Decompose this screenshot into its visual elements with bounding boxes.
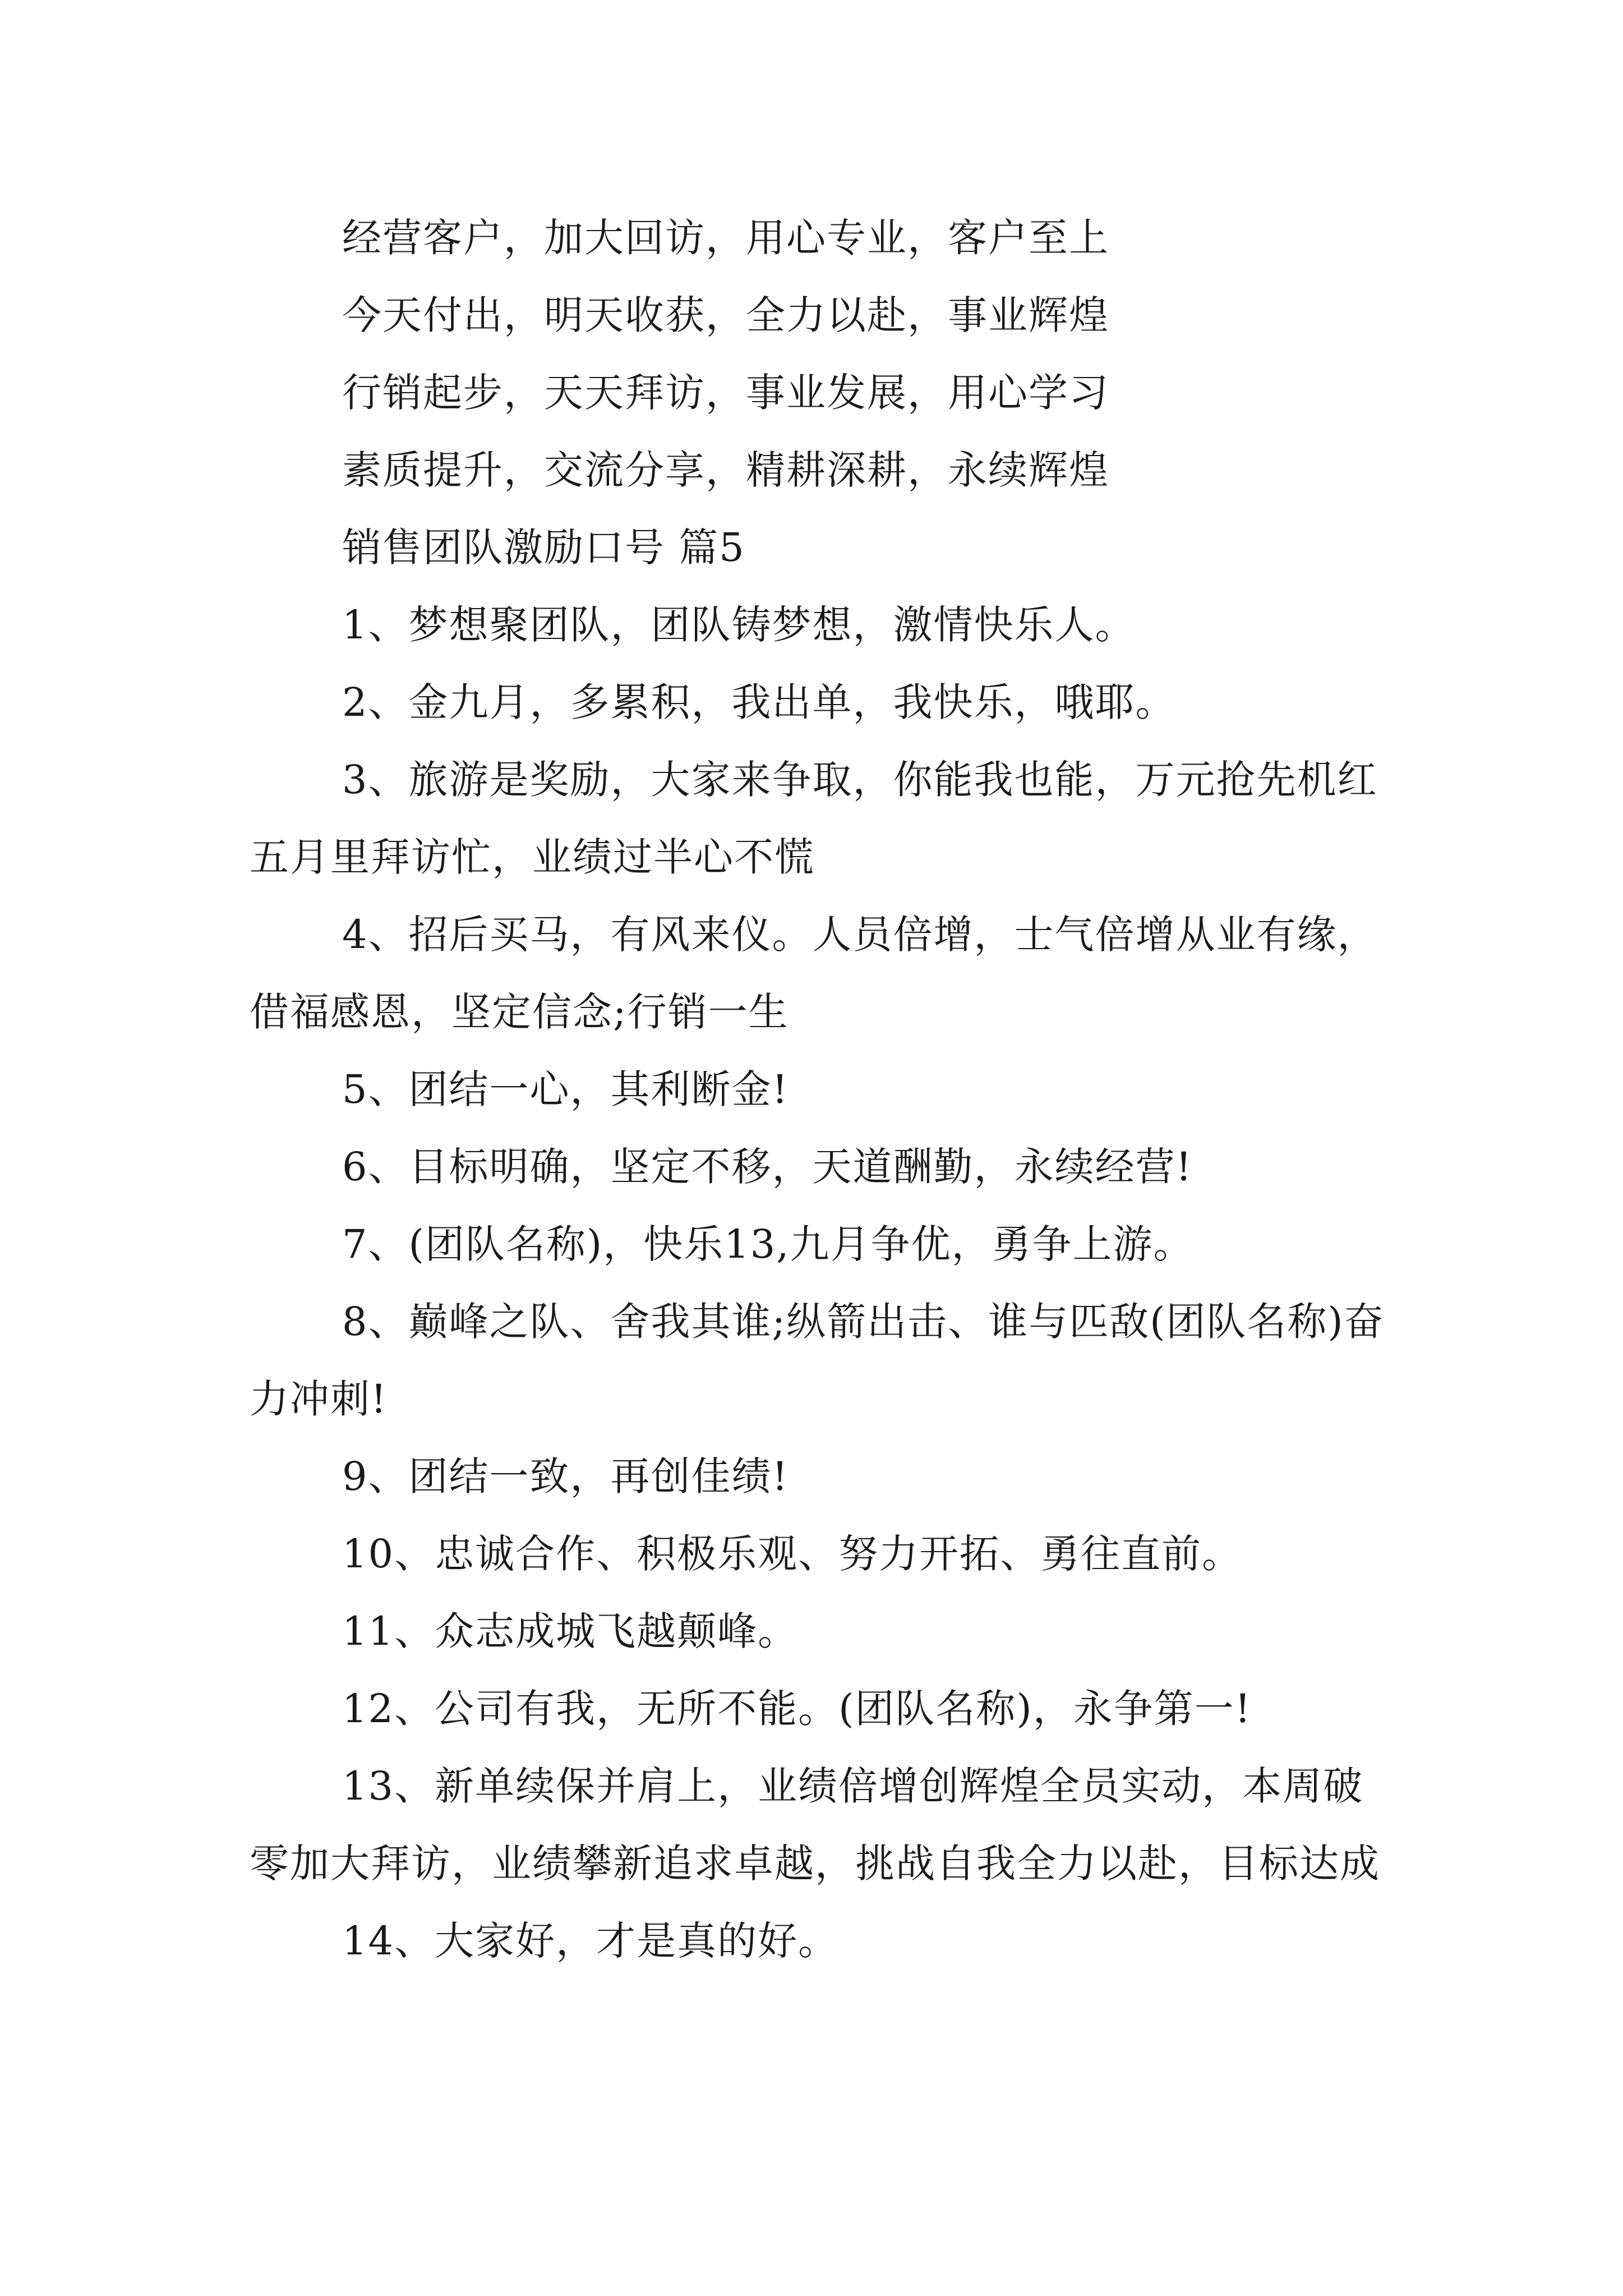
numbered-slogan: 8、巅峰之队、舍我其谁;纵箭出击、谁与匹敌(团队名称)奋力冲刺! — [250, 1299, 1385, 1422]
slogan-line: 素质提升，交流分享，精耕深耕，永续辉煌 — [342, 447, 1109, 493]
numbered-slogan: 10、忠诚合作、积极乐观、努力开拓、勇往直前。 — [342, 1531, 1243, 1577]
numbered-slogan: 11、众志成城飞越颠峰。 — [342, 1608, 799, 1654]
numbered-slogan: 4、招后买马，有风来仪。人员倍增，士气倍增从业有缘，借福感恩，坚定信念;行销一生 — [250, 912, 1378, 1035]
numbered-slogan: 5、团结一心，其利断金! — [342, 1066, 789, 1112]
numbered-slogan: 9、团结一致，再创佳绩! — [342, 1453, 789, 1499]
numbered-slogan: 12、公司有我，无所不能。(团队名称)，永争第一! — [342, 1686, 1252, 1732]
numbered-slogan: 6、目标明确，坚定不移，天道酬勤，永续经营! — [342, 1144, 1193, 1190]
numbered-slogan: 1、梦想聚团队，团队铸梦想，激情快乐人。 — [342, 602, 1136, 648]
numbered-slogan: 3、旅游是奖励，大家来争取，你能我也能，万元抢先机红五月里拜访忙，业绩过半心不慌 — [250, 757, 1378, 880]
slogan-line: 经营客户，加大回访，用心专业，客户至上 — [342, 215, 1109, 261]
document-body — [250, 199, 1396, 1980]
numbered-slogan: 7、(团队名称)，快乐13,九月争优，勇争上游。 — [342, 1221, 1194, 1267]
numbered-slogan: 13、新单续保并肩上，业绩倍增创辉煌全员实动，本周破零加大拜访，业绩攀新追求卓越，挑战自我全力以赴，目标达成 — [250, 1763, 1380, 1887]
numbered-slogan: 14、大家好，才是真的好。 — [342, 1918, 839, 1964]
slogan-line: 行销起步，天天拜访，事业发展，用心学习 — [342, 370, 1109, 416]
slogan-line: 今天付出，明天收获，全力以赴，事业辉煌 — [342, 292, 1109, 338]
section-heading: 销售团队激励口号 篇5 — [342, 524, 745, 570]
numbered-slogan: 2、金九月，多累积，我出单，我快乐，哦耶。 — [342, 679, 1176, 725]
